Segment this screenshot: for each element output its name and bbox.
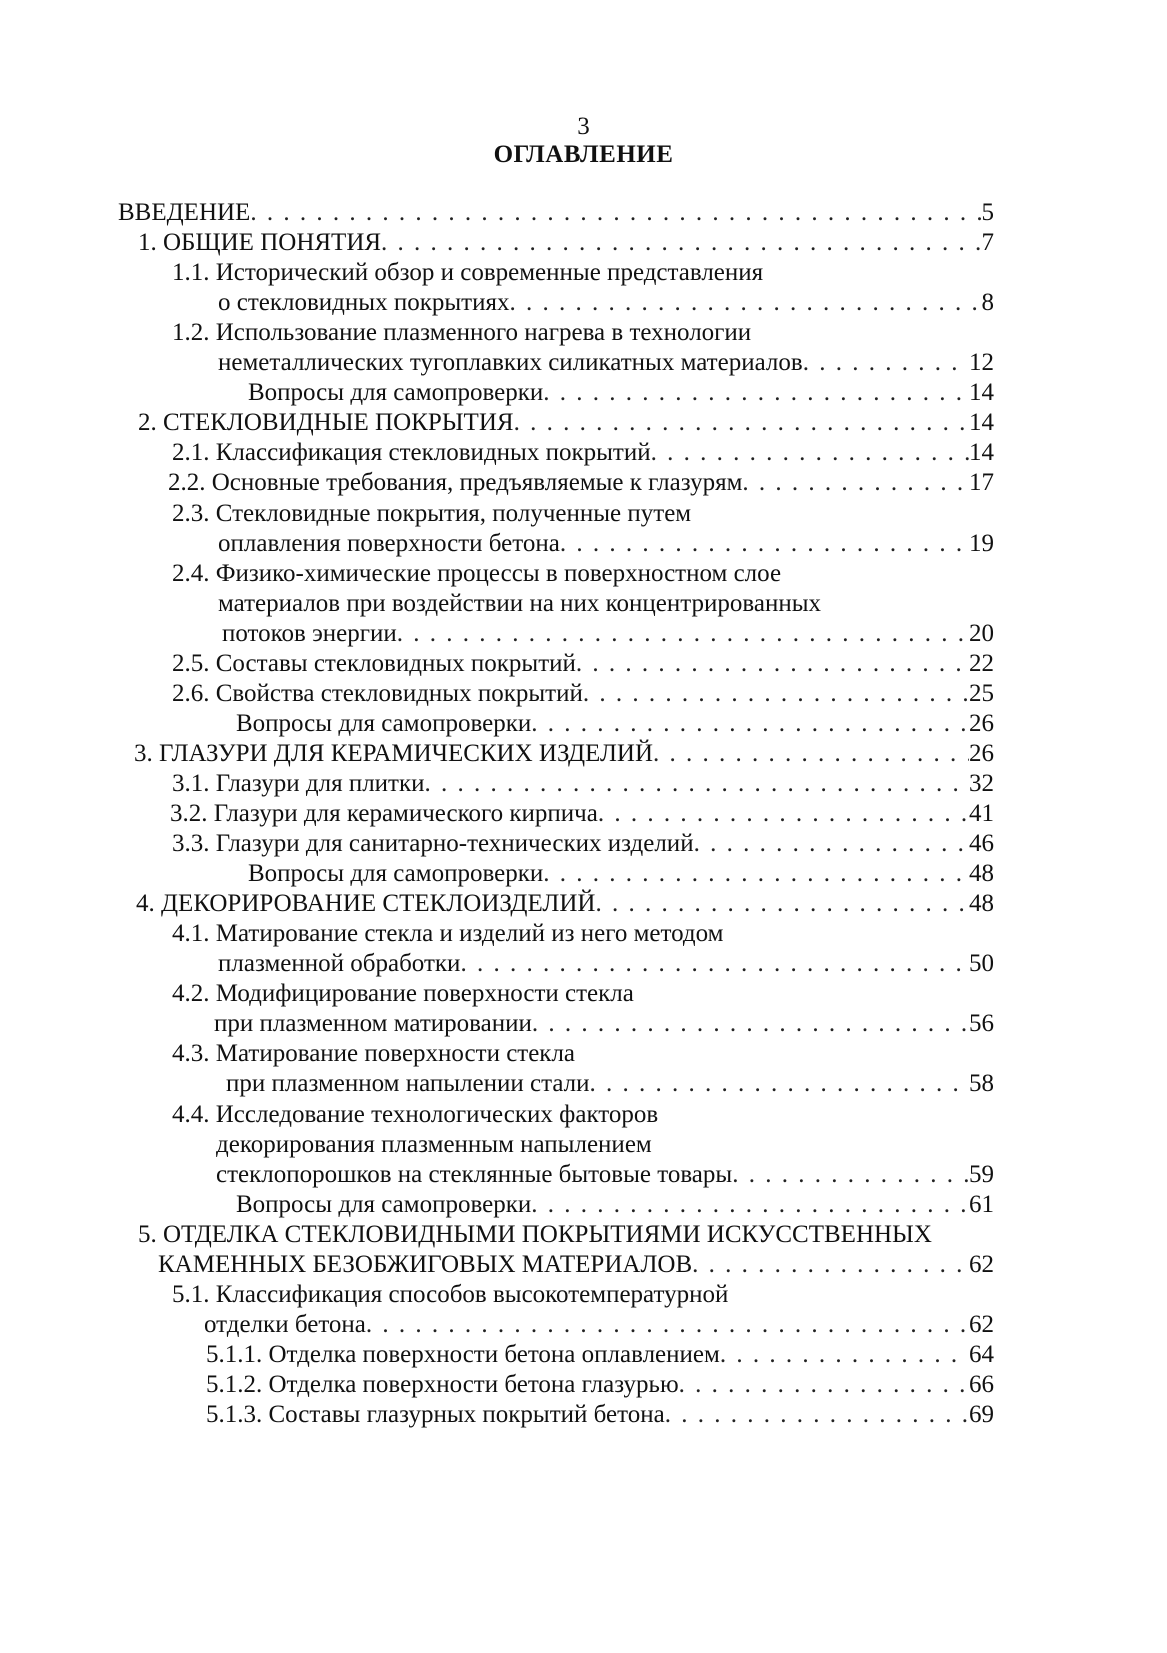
toc-entry — [138, 408, 994, 438]
dot-leader — [651, 438, 969, 468]
dot-leader — [803, 348, 969, 378]
toc-entry — [134, 739, 994, 769]
toc-entry-title: 3. ГЛАЗУРИ ДЛЯ КЕРАМИЧЕСКИХ ИЗДЕЛИЙ — [134, 740, 654, 767]
toc-entry-title: материалов при воздействии на них концентрированных — [218, 590, 822, 617]
toc-entry — [172, 559, 781, 589]
dot-leader — [583, 679, 969, 709]
toc-entry-page: 66 — [969, 1371, 994, 1398]
dot-leader — [543, 378, 969, 408]
dot-leader — [720, 1340, 969, 1370]
toc-entry — [172, 438, 994, 468]
dot-leader — [531, 1190, 969, 1220]
toc-entry — [218, 589, 821, 619]
toc-entry — [172, 258, 763, 288]
toc-entry-page: 20 — [969, 620, 994, 647]
toc-entry — [218, 949, 994, 979]
dot-leader — [590, 1069, 969, 1099]
dot-leader — [397, 619, 969, 649]
toc-entry-title: 5. ОТДЕЛКА СТЕКЛОВИДНЫМИ ПОКРЫТИЯМИ ИСКУССТВЕННЫХ — [138, 1221, 932, 1248]
toc-entry-title: 3.1. Глазури для плитки — [172, 770, 425, 797]
dot-leader — [653, 739, 969, 769]
toc-entry-title: при плазменном напылении стали — [226, 1070, 590, 1097]
toc-entry — [172, 1100, 658, 1130]
toc-entry-title: стеклопорошков на стеклянные бытовые товары — [216, 1161, 733, 1188]
toc-entry-title: Вопросы для самопроверки — [236, 1191, 532, 1218]
toc-entry-page: 8 — [981, 289, 994, 316]
toc-entry-title: декорирования плазменным напылением — [216, 1131, 652, 1158]
dot-leader — [560, 529, 969, 559]
toc-entry — [206, 1400, 994, 1430]
toc-entry — [218, 348, 994, 378]
toc-entry-page: 62 — [969, 1251, 994, 1278]
toc-entry-title: 4.1. Матирование стекла и изделий из него методом — [172, 920, 724, 947]
toc-entry-title: 5.1.1. Отделка поверхности бетона оплавлением — [206, 1341, 720, 1368]
toc-entry-title: 2.5. Составы стекловидных покрытий — [172, 650, 576, 677]
toc-entry — [172, 1280, 728, 1310]
toc-entry-title: при плазменном матировании — [214, 1010, 532, 1037]
dot-leader — [595, 889, 969, 919]
toc-entry-title: 2.6. Свойства стекловидных покрытий — [172, 680, 583, 707]
toc-entry — [216, 1160, 994, 1190]
toc-entry-title: КАМЕННЫХ БЕЗОБЖИГОВЫХ МАТЕРИАЛОВ — [158, 1251, 693, 1278]
toc-entry-title: 1.1. Исторический обзор и современные представления — [172, 259, 764, 286]
toc-entry-title: 2.4. Физико-химические процессы в поверхностном слое — [172, 560, 782, 587]
toc-entry-title: Вопросы для самопроверки — [236, 710, 532, 737]
toc-entry — [172, 919, 723, 949]
toc-entry-page: 14 — [969, 439, 994, 466]
toc-entry — [216, 1130, 652, 1160]
toc-entry — [206, 1370, 994, 1400]
page-number: 3 — [577, 113, 590, 140]
toc-entry-title: 3.3. Глазури для санитарно-технических изделий — [172, 830, 694, 857]
toc-entry-page: 26 — [969, 740, 994, 767]
toc-entry-page: 50 — [969, 950, 994, 977]
toc-entry-page: 14 — [969, 379, 994, 406]
toc-entry — [172, 649, 994, 679]
dot-leader — [576, 649, 969, 679]
toc-entry-title: о стекловидных покрытиях — [218, 289, 510, 316]
toc-entry — [206, 1340, 994, 1370]
dot-leader — [665, 1400, 969, 1430]
toc-entry — [172, 979, 634, 1009]
dot-leader — [742, 468, 969, 498]
toc-entry — [218, 288, 994, 318]
toc-entry — [214, 1009, 994, 1039]
dot-leader — [543, 859, 969, 889]
toc-entry-title: 4. ДЕКОРИРОВАНИЕ СТЕКЛОИЗДЕЛИЙ — [136, 890, 596, 917]
toc-entry — [204, 1310, 994, 1340]
toc-entry-page: 69 — [969, 1401, 994, 1428]
toc-entry-title: плазменной обработки — [218, 950, 461, 977]
toc-entry-title: потоков энергии — [222, 620, 397, 647]
dot-leader — [460, 949, 969, 979]
toc-entry — [226, 1069, 994, 1099]
toc-entry — [118, 198, 994, 228]
toc-entry-page: 17 — [969, 469, 994, 496]
toc-title: ОГЛАВЛЕНИЕ — [493, 141, 674, 168]
dot-leader — [514, 408, 969, 438]
toc-entry-title: ВВЕДЕНИЕ — [118, 199, 251, 226]
dot-leader — [381, 228, 981, 258]
toc-entry-page: 56 — [969, 1010, 994, 1037]
toc-entry — [172, 679, 994, 709]
toc-entry — [168, 468, 994, 498]
toc-entry-title: Вопросы для самопроверки — [248, 379, 544, 406]
toc-entry-page: 5 — [981, 199, 994, 226]
toc-entry-title: 2. СТЕКЛОВИДНЫЕ ПОКРЫТИЯ — [138, 409, 514, 436]
toc-entry-page: 14 — [969, 409, 994, 436]
dot-leader — [425, 769, 969, 799]
dot-leader — [250, 198, 981, 228]
toc-entry-page: 25 — [969, 680, 994, 707]
toc-entry-page: 58 — [969, 1070, 994, 1097]
toc-entry-page: 22 — [969, 650, 994, 677]
toc-entry — [138, 1220, 932, 1250]
toc-entry-title: Вопросы для самопроверки — [248, 860, 544, 887]
toc-entry-title: 2.3. Стекловидные покрытия, полученные путем — [172, 500, 692, 527]
toc-entry — [172, 318, 751, 348]
toc-entry-page: 12 — [969, 349, 994, 376]
toc-entry — [172, 829, 994, 859]
dot-leader — [532, 1009, 969, 1039]
dot-leader — [679, 1370, 969, 1400]
toc-entry-title: 2.1. Классификация стекловидных покрытий — [172, 439, 651, 466]
toc-entry-title: отделки бетона — [204, 1311, 366, 1338]
toc-entry-title: 2.2. Основные требования, предъявляемые к глазурям — [168, 469, 743, 496]
dot-leader — [598, 799, 969, 829]
dot-leader — [509, 288, 981, 318]
toc-entry — [172, 769, 994, 799]
toc-entry — [218, 529, 994, 559]
dot-leader — [694, 829, 969, 859]
toc-entry-title: 1.2. Использование плазменного нагрева в технологии — [172, 319, 752, 346]
toc-entry-title: 5.1. Классификация способов высокотемпературной — [172, 1281, 729, 1308]
toc-entry-page: 64 — [969, 1341, 994, 1368]
toc-entry-page: 46 — [969, 830, 994, 857]
toc-entry — [158, 1250, 994, 1280]
toc-entry — [172, 1039, 575, 1069]
toc-entry — [172, 499, 691, 529]
toc-entry-title: 4.3. Матирование поверхности стекла — [172, 1040, 576, 1067]
toc-entry-page: 32 — [969, 770, 994, 797]
toc-entry — [248, 859, 994, 889]
toc-entry-title: 5.1.3. Составы глазурных покрытий бетона — [206, 1401, 665, 1428]
toc-entry-title: 5.1.2. Отделка поверхности бетона глазурью — [206, 1371, 679, 1398]
toc-entry-title: 1. ОБЩИЕ ПОНЯТИЯ — [138, 229, 382, 256]
toc-entry-title: неметаллических тугоплавких силикатных материалов — [218, 349, 803, 376]
toc-entry-page: 48 — [969, 890, 994, 917]
toc-entry-page: 61 — [969, 1191, 994, 1218]
toc-entry-page: 26 — [969, 710, 994, 737]
toc-entry — [236, 709, 994, 739]
toc-entry-page: 59 — [969, 1161, 994, 1188]
toc-entry — [222, 619, 994, 649]
toc-entry-page: 62 — [969, 1311, 994, 1338]
toc-entry-page: 7 — [981, 229, 994, 256]
toc-entry — [236, 1190, 994, 1220]
toc-entry-page: 19 — [969, 530, 994, 557]
toc-entry-title: 3.2. Глазури для керамического кирпича — [170, 800, 598, 827]
toc-entry — [136, 889, 994, 919]
toc-entry — [248, 378, 994, 408]
toc-entry — [170, 799, 994, 829]
toc-entry-title: 4.4. Исследование технологических факторов — [172, 1101, 659, 1128]
dot-leader — [531, 709, 969, 739]
toc-entry-title: оплавления поверхности бетона — [218, 530, 560, 557]
toc-entry-page: 48 — [969, 860, 994, 887]
dot-leader — [692, 1250, 969, 1280]
toc-entry-page: 41 — [969, 800, 994, 827]
dot-leader — [366, 1310, 969, 1340]
toc-entry — [138, 228, 994, 258]
toc-entry-title: 4.2. Модифицирование поверхности стекла — [172, 980, 634, 1007]
dot-leader — [732, 1160, 969, 1190]
